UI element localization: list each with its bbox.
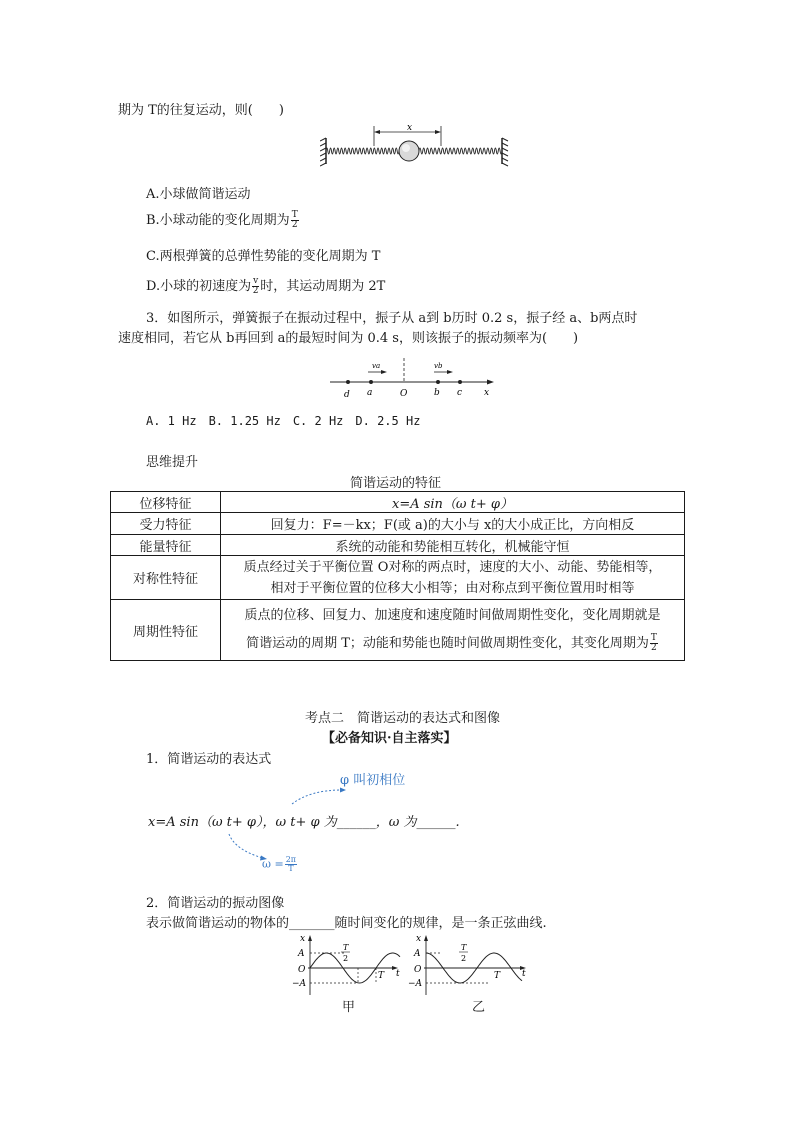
axis-a-label: A (414, 949, 421, 959)
q2-option-d-text: D.小球的初速度为 (146, 279, 252, 294)
row-content: 回复力：F=－kx；F(或 a)的大小与 x的大小成正比，方向相反 (221, 513, 685, 535)
kp2-section1: 1．简谐运动的表达式 (146, 752, 272, 767)
axis-x-label: x (300, 934, 306, 944)
q2-option-b (146, 209, 300, 230)
table-row (111, 513, 685, 535)
row-name: 能量特征 (111, 535, 221, 556)
row-content: x=A sin（ω t+ φ） (221, 492, 685, 513)
frac-den: 2 (651, 643, 657, 653)
axis-x: x (484, 388, 490, 398)
axis-a-label: A (298, 949, 305, 959)
q2-option-a: A.小球做简谐运动 (146, 187, 251, 202)
fig-x-label: x (407, 124, 413, 133)
time-label: t (396, 969, 400, 979)
row-line: 质点的位移、回复力、加速度和速度随时间做周期性变化，变化周期就是 (244, 608, 661, 623)
graph-yi (408, 933, 532, 997)
row-name: 位移特征 (111, 492, 221, 513)
q3-options: A. 1 Hz B. 1.25 Hz C. 2 Hz D. 2.5 Hz (146, 414, 421, 428)
row-content (221, 600, 685, 661)
phi-note: φ 叫初相位 (340, 773, 406, 788)
point-c: c (457, 388, 463, 398)
frac-den: 2 (291, 220, 298, 230)
axis-o-label: O (298, 965, 306, 975)
row-line-text: 简谐运动的周期 T；动能和势能也随时间做周期性变化，其变化周期为 (246, 636, 649, 651)
q2-option-c: C.两根弹簧的总弹性势能的变化周期为 T (146, 249, 381, 264)
arrow-to-phi (290, 786, 350, 806)
va-label: va (372, 362, 381, 370)
omega-definition (262, 856, 298, 873)
table-row (111, 556, 685, 600)
row-line: 质点经过关于平衡位置 O对称的两点时，速度的大小、动能、势能相等， (243, 559, 662, 575)
point-d: d (344, 390, 350, 400)
feature-table (110, 491, 685, 661)
harmonic-formula: x=A sin（ω t+ φ），ω t+ φ 为______，ω 为______. (148, 815, 460, 830)
half-period-num: T (343, 943, 349, 952)
q3-line2: 速度相同，若它从 b再回到 a的最短时间为 0.4 s，则该振子的振动频率为( ) (118, 331, 579, 346)
vb-label: vb (434, 362, 443, 370)
frac-den: 2 (252, 286, 259, 296)
q2-option-b-text: B.小球动能的变化周期为 (146, 213, 290, 228)
graph-jia (292, 933, 402, 997)
frac-den: T (288, 864, 294, 873)
think-heading: 思维提升 (146, 455, 199, 470)
half-period-den: 2 (461, 954, 467, 963)
frac-num: T (650, 633, 657, 643)
row-line (225, 630, 680, 658)
fraction-2pi-over-t (285, 856, 297, 873)
frac-num: 2π (285, 855, 297, 864)
row-content: 系统的动能和势能相互转化，机械能守恒 (221, 535, 685, 556)
half-period-den: 2 (343, 954, 349, 963)
table-row (111, 492, 685, 513)
q2-option-d (146, 275, 385, 296)
frac-num: T (291, 210, 298, 220)
axis-o-label: O (414, 965, 422, 975)
table-title: 简谐运动的特征 (350, 476, 442, 491)
frac-num: v (253, 276, 259, 286)
row-line: 相对于平衡位置的位移大小相等；由对称点到平衡位置用时相等 (270, 580, 635, 596)
caption-yi: 乙 (472, 1000, 486, 1015)
kp2-description: 表示做简谐运动的物体的_______随时间变化的规律，是一条正弦曲线. (146, 916, 547, 931)
axis-neg-a-label: −A (292, 979, 307, 989)
q2-option-d-tail: 时，其运动周期为 2T (260, 279, 386, 294)
table-row (111, 600, 685, 661)
axis-x-label: x (416, 934, 422, 944)
row-name: 周期性特征 (111, 600, 221, 661)
caption-jia: 甲 (342, 1000, 356, 1015)
half-period-num: T (461, 943, 467, 952)
point-o: O (400, 389, 408, 399)
kp2-title: 考点二 简谐运动的表达式和图像 (305, 711, 501, 726)
row-name: 对称性特征 (111, 556, 221, 600)
q3-line1: 3．如图所示，弹簧振子在振动过程中，振子从 a到 b历时 0.2 s，振子经 a、b两点时 (146, 311, 638, 326)
kp2-subtitle: 【必备知识·自主落实】 (322, 731, 457, 746)
row-content (221, 556, 685, 600)
row-name: 受力特征 (111, 513, 221, 535)
period-label: T (378, 971, 385, 981)
kp2-section2: 2．简谐运动的振动图像 (146, 896, 285, 911)
fraction-v-over-2 (252, 277, 259, 296)
period-label: T (494, 971, 501, 981)
fraction-t-over-2 (291, 211, 299, 230)
oscillator-axis-figure (330, 354, 500, 400)
axis-neg-a-label: −A (408, 979, 423, 989)
omega-text: ω = (262, 857, 284, 871)
q2-stem: 期为 T的往复运动，则( ) (118, 103, 284, 118)
spring-ball-figure (320, 124, 510, 168)
table-row (111, 535, 685, 556)
point-b: b (434, 388, 440, 398)
fraction-t-over-2 (650, 634, 658, 653)
point-a: a (367, 388, 373, 398)
time-label: t (522, 969, 526, 979)
